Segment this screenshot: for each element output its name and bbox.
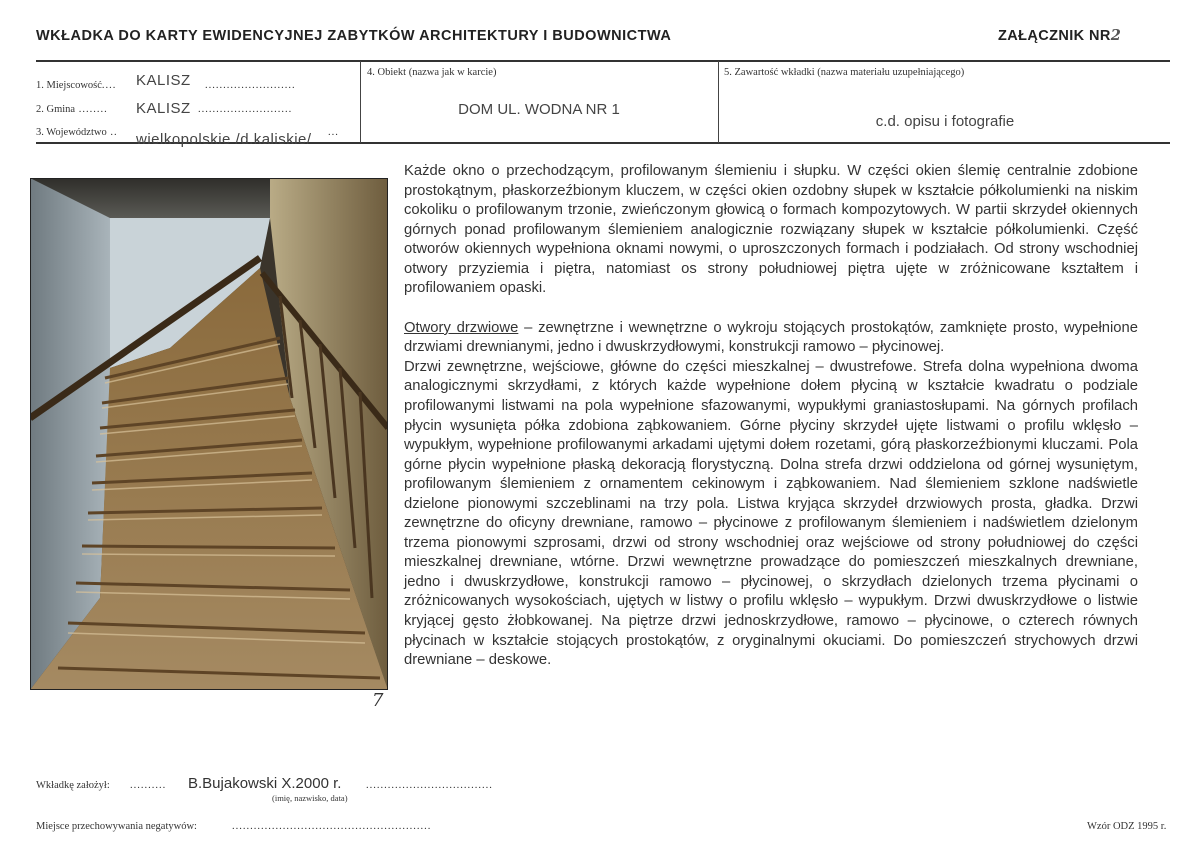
author-value: B.Bujakowski X.2000 r. — [188, 775, 342, 792]
author-label: Wkładkę założył: — [36, 780, 110, 791]
annex-label-text: ZAŁĄCZNIK NR — [998, 28, 1111, 44]
town-label: 1. Miejscowość — [36, 80, 102, 91]
annex-label — [998, 27, 1121, 44]
description-paragraph-doors-intro — [404, 319, 1138, 358]
form-title: WKŁADKA DO KARTY EWIDENCYJNEJ ZABYTKÓW ARCHITEKTURY I BUDOWNICTWA — [36, 28, 672, 44]
staircase-photo-image — [30, 178, 388, 690]
storage-dots: ....................................................... — [232, 821, 432, 832]
author-dots-left: .......... — [130, 780, 167, 791]
province-value: wielkopolskie /d.kaliskie/ — [136, 131, 312, 148]
commune-value: KALISZ — [136, 100, 191, 117]
town-dots: ......................... — [205, 80, 296, 91]
storage-label: Miejsce przechowywania negatywów: — [36, 821, 197, 832]
doors-heading: Otwory drzwiowe — [404, 319, 519, 336]
form-id: Wzór ODZ 1995 r. — [1087, 821, 1167, 832]
commune-label-row: 2. Gmina ........ — [36, 104, 108, 115]
description-text — [404, 162, 1138, 671]
description-paragraph-windows: Każde okno o przechodzącym, profilowanym ślemieniu i słupku. W części okien ślemię centralnie zdobione prostokątnym, płaskorzeźbionym kluczem, w części okien ozdobny słupek w kształcie półkolumienki na niskim cokoliku o profilowanym trzonie, zwieńczonym głowicą o formach kompozytowych. W partii skrzydeł okiennych górnych ponad profilowanym ślemieniem analogicznie rozwiązany słupek w kształcie półkolumienki. Część otworów okiennych wypełniona oknami nowymi, o uproszczonych formach i podziałach. Od strony wschodniej otwory przyziemia i piętra, natomiast os strony południowej piętra ujęte w zróżnicowane kształtem i profilowaniem opaski. — [404, 163, 1138, 297]
header-divider-2 — [718, 61, 719, 143]
commune-label: 2. Gmina — [36, 104, 76, 115]
province-dots: ... — [328, 127, 339, 138]
province-label-row: 3. Województwo .. — [36, 127, 118, 138]
town-label-row: 1. Miejscowość.... — [36, 80, 117, 91]
header-divider-1 — [360, 61, 361, 143]
header-top-rule — [36, 60, 1170, 62]
town-value: KALISZ — [136, 72, 191, 89]
contents-value: c.d. opisu i fotografie — [875, 113, 1015, 130]
annex-number: 2 — [1110, 27, 1122, 44]
photo-number: 7 — [372, 690, 384, 711]
object-value: DOM UL. WODNA NR 1 — [458, 101, 620, 118]
author-hint: (imię, nazwisko, data) — [272, 793, 348, 803]
staircase-photo — [30, 178, 388, 690]
doors-intro-text: – zewnętrzne i wewnętrzne o wykroju stojących prostokątów, zamknięte prosto, wypełnione drzwiami drewnianymi, jedno i dwuskrzydłowymi, konstrukcji ramowo – płycinowej. — [404, 319, 1138, 356]
province-label: 3. Województwo — [36, 127, 107, 138]
commune-dots: .......................... — [198, 104, 293, 115]
object-label: 4. Obiekt (nazwa jak w karcie) — [367, 67, 497, 78]
description-paragraph-doors-detail: Drzwi zewnętrzne, wejściowe, główne do części mieszkalnej – dwustrefowe. Strefa dolna wypełniona dwoma analogicznymi skrzydłami, z których każde wypełnione dołem płyciną w kształcie kwadratu o podziale profilowanymi listwami na pola wypełnione sfazowanymi, wypukłymi graniastosłupami. Na górnych profilach płycin wysunięta półka zdobiona ząbkowaniem. Górne płyciny skrzydeł ujęte listwami o profilu wklęsło – wypukłym, wypełnione profilowanymi arkadami ujętymi dołem rozetami, górą płaskorzeźbionymi kluczami. Pola górne płycin wypełnione płaską dekoracją florystyczną. Dolna strefa drzwi oddzielona od górnej wysuniętym, profilowanym ślemieniem z ornamentem cekinowym i ząbkowaniem. Nad ślemieniem szklone nadświetle dzielone pionowymi szczeblinami na trzy pola. Listwa kryjąca skrzydeł drzwiowych prosta, gładka. Drzwi zewnętrzne do oficyny drewniane, ramowo – płycinowe z profilowanym ślemieniem i nadświetlem dzielonym trzema pionowymi szprosami, drzwi od strony wschodniej oraz wejściowe od strony południowej do części mieszkalnej drewniane, wtórne. Drzwi wewnętrzne prowadzące do pomieszczeń mieszkalnych drewniane, jedno i dwuskrzydłowe, konstrukcji ramowo – płycinowej, o skrzydłach dzielonych trzema płycinami o zróżnicowanych wysokościach, ujętych w listwy o profilu wklęsło – wypukłym. Drzwi dwuskrzydłowe o listwie kryjącej gęsto żłobkowanej. Na piętrze drzwi jednoskrzydłowe, ramowo – płycinowe, o czterech równych płycinach w kształcie stojących prostokątów, z oryginalnymi okuciami. Do pomieszczeń strychowych drzwi drewniane – deskowe. — [404, 358, 1138, 669]
contents-label: 5. Zawartość wkładki (nazwa materiału uzupełniającego) — [724, 67, 965, 78]
author-dots-right: ................................... — [366, 780, 493, 791]
